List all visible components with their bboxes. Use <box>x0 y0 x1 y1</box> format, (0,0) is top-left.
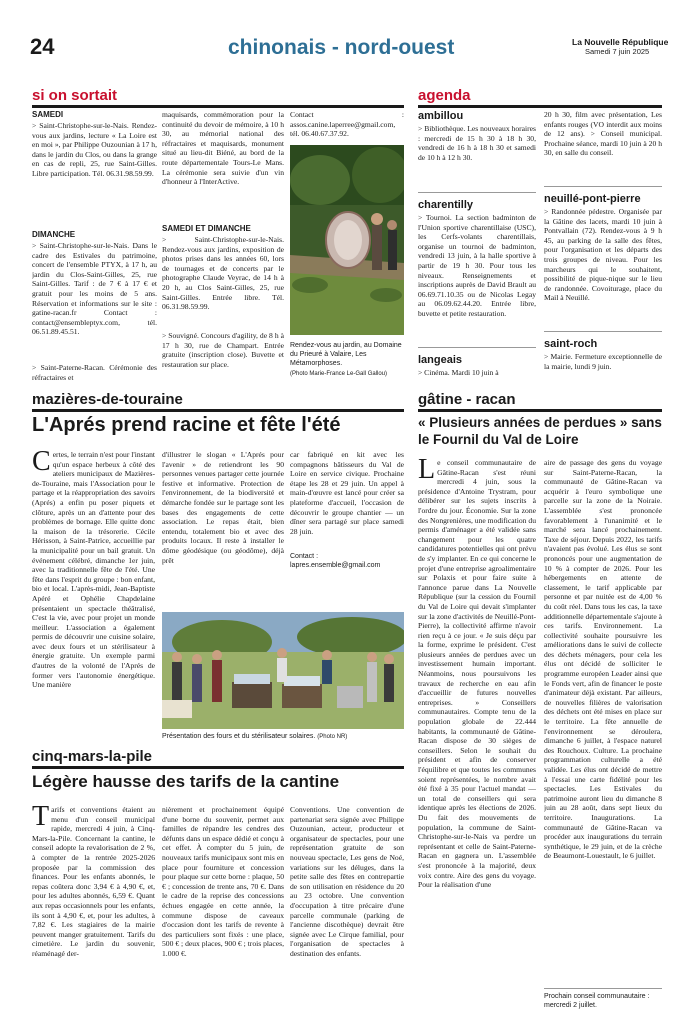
day-samedi-dimanche: SAMEDI ET DIMANCHE <box>162 224 251 233</box>
apres-col1: Certes, le terrain n'est pour l'instant qu'un espace herbeux à côté des ateliers municipaux de Mazières-de-Touraine, mais l'Association pour le partage et la réappropriation des savoirs (Aprés) a enfin pu poser piquets et clôture, après un an d'attente pour des problèmes de bornage. Elle quitte donc la maison de la trésorerie. Cécile Hérisson, à Saint-Patrice, accueillie par la municipalité pour un bail gratuit. Un événement célébré, dimanche 1er juin, avec la traditionnelle fête de l'été. Une fête dans l'esprit du groupe : bon enfant, bio et local. L'après-midi, Jean-Baptiste Apéré et Ophélie Chapdelaine présentaient un spectacle théâtralisé, C'est la vie, avec pour projet un monde meilleur. L'association a également permis de découvrir une cuisine solaire, avec deux fours et un stérilisateur à énergie gratuite. Un exemple parmi d'autres de la volonté de l'Aprés de former vers l'autonomie énergétique. Une manière <box>32 450 155 690</box>
agenda-rule <box>418 105 662 108</box>
day-dimanche: DIMANCHE <box>32 230 76 239</box>
sortir-rule <box>32 105 404 108</box>
garden-caption: Rendez-vous au jardin, au Domaine du Prieuré à Valaire, Les Métamorphoses. <box>290 342 402 367</box>
city-neuille: neuillé-pont-pierre <box>544 193 641 205</box>
gatine-footer: Prochain conseil communautaire : mercredi 2 juillet. <box>544 993 650 1009</box>
cantine-section: cinq-mars-la-pile <box>32 748 153 765</box>
sortir-item: > Saint-Paterne-Racan. Cérémonie des réfractaires et <box>32 363 157 382</box>
sortir-contact: Contact : assos.canine.laperree@gmail.com, tél. 06.40.67.37.92. <box>290 110 404 139</box>
issue-date: Samedi 7 juin 2025 <box>585 47 650 56</box>
sortir-item: > Saint-Christophe-sur-le-Nais. Rendez-vous aux jardins, lecture « La Loire est en moi », par Philippe Ouzounian à 17 h, dans le jardin du Clos, ou dans la grange en cas de repli, 25, rue Saint-Gilles. Libre participation. Tél. 06.31.98.59.99. <box>32 121 157 178</box>
sortir-title: si on sortait <box>32 87 118 104</box>
cantine-col3: Conventions. Une convention de partenariat sera signée avec Philippe Ouzounian, acteur, producteur et organisateur de spectacles, pour une représentation gratuite de son nouveau spectacle, Les gens de Noé, variations sur les déluges, dans la petite salle des fêtes en contrepartie de son utilisation en résidence du 20 au 23 octobre. Une convention d'occupation à titre précaire d'une parcelle communale (parking de l'ancienne discothèque) devrait être signée avec Le Cirque familial, pour l'organisation de spectacles à destination des enfants. <box>290 805 404 958</box>
cantine-col2: nièrement et prochainement équipé d'une borne du souvenir, permet aux familles de répandre les cendres des défunts dans un espace dédié et conçu à cet effet. À compter du 5 juin, de nouveaux tarifs municipaux sont mis en place pour fourniture et concession pour plaque sur cette borne : plaque, 50 € ; concession de trente ans, 70 €. Dans le cadre de la reprise des concessions échues engagée en cette année, la commune dispose de caveaux d'occasion dont les tarifs de revente à des particuliers sont fixés : une place, 500 € ; deux places, 900 € ; trois places, 1.000 €. <box>162 805 284 958</box>
solar-ovens-photo <box>162 612 404 729</box>
city-langeais: langeais <box>418 354 463 366</box>
sortir-item: > Souvigné. Concours d'agility, de 8 h à 17 h 30, rue de Champart. Entrée gratuite (inscription close). Buvette et restauration sur place. <box>162 331 284 369</box>
city-charentilly: charentilly <box>418 199 474 211</box>
apres-headline: L'Aprés prend racine et fête l'été <box>32 414 341 436</box>
page-number: 24 <box>30 34 55 59</box>
agenda-item: 20 h 30, film avec présentation, Les enfants rouges (VO interdit aux moins de 12 ans). > Conseil municipal. Prochaine séance, mardi 10 juin à 20 h 30, en salle du conseil. <box>544 110 662 158</box>
agenda-item: > Cinéma. Mardi 10 juin à <box>418 368 499 377</box>
newspaper-name: La Nouvelle République <box>572 37 669 47</box>
day-samedi: SAMEDI <box>32 110 64 119</box>
garden-credit: (Photo Marie-France Le-Gall Gallou) <box>290 371 388 377</box>
gatine-section: gâtine - racan <box>418 391 516 408</box>
cantine-col1: Tarifs et conventions étaient au menu d'un conseil municipal rapide, mercredi 4 juin, à Cinq-Mars-la-Pile. Concernant la cantine, le conseil adopte la revalorisation de 2 %, à compter de la rentrée 2025-2026 proposée par la commission des finances. Pour les enfants abonnés, le repas coûtera donc 3,94 € à 4,90 €, et, pour les adultes abonnés, 6,59 €. Quant aux repas occasionnels pour les enfants, ils sont à 4,90 €, et, pour les adultes, à 7,82 €. Les stagiaires de la mairie peuvent manger gratuitement. Tarifs du cimetière. Le jardin du souvenir, réaménagé der- <box>32 805 155 958</box>
section-title: chinonais - nord-ouest <box>228 36 455 59</box>
sortir-item: > Saint-Christophe-sur-le-Nais. Rendez-vous aux jardins, exposition de photos prises dans les années 60, lors de tournages et de concerts par le photographe Claude Veyrac, de 14 h à 20 h, au Clos Saint-Gilles, 25, rue Saint-Gilles. Entrée libre. Tél. 06.31.98.59.99. <box>162 235 284 312</box>
agenda-item: > Mairie. Fermeture exceptionnelle de la mairie, lundi 9 juin. <box>544 352 662 371</box>
agenda-item: > Tournoi. La section badminton de l'Union sportive charentillaise (USC), les Cerfs-volants charentillais, organise un tournoi de badminton, vendredi 13 juin, à la halle sportive à partir de 19 h 30. Pour tous les niveaux. Renseignements et inscriptions auprès de David Brault au 06.69.71.10.35 ou de Nicolas Legay au 06.09.62.44.20. Entrée libre, buvette et petite restauration. <box>418 213 536 318</box>
apres-col2: d'illustrer le slogan « L'Aprés pour l'avenir » de retiendront les 90 personnes venues partager cette journée festive et informative. Protection de l'environnement, de la biodiversité et démarche fondée sur le partage sont les bases des engagements de cette association. Le repas était, bien entendu, totalement bio et avec des produits locaux. Il reste à installer le dôme géodésique (ou géodôme), déjà prêt <box>162 450 284 565</box>
cantine-headline: Légère hausse des tarifs de la cantine <box>32 772 340 791</box>
agenda-col1 <box>418 110 536 380</box>
gatine-col2: aire de passage des gens du voyage sur Saint-Paterne-Racan, la communauté de Gâtine-Racan va acquérir à l'euro symbolique une parcelle sur la zone de la Noiraie. L'assemblée s'est prononcée favorablement à l'unanimité et le marché sera lancé prochainement. Taxe de séjour. Depuis 2022, les tarifs n'avaient pas évolué. Les élus se sont prononcés pour une augmentation de 10 % à compter de 2026. Pour les hébergements en attente de classement, le tarif applicable par personne et par nuitée est de 4,00 % du coût réel. Dans tous les cas, la taxe additionnelle départementale s'ajoute à ces tarifs. Environnement. La collectivité souhaite poursuivre les améliorations dans le suivi de collecte des déchets ménagers, pour cela les élus ont décidé de solliciter le programme européen Leader ainsi que le Fonds vert, afin de financer le poste d'animateur déjà existant. Par ailleurs, de nouvelles filières de valorisation des déchets ont été mises en place sur le territoire. La fête annuelle de l'environnement se déroulera, dimanche 6 juillet, à l'espace naturel des Rouchoux. Culture. La prochaine programmation culturelle a été validée. Les élus ont décidé de mettre à l'essai une carte fidélité pour les spectacles. Les Estivales du patrimoine auront lieu du dimanche 8 juin au 28 août, dans sept lieux du territoire. Inaugurations. La communauté de Gâtine-Racan va procéder aux inaugurations du terrain synthétique, le 29 juin, et de la crèche de Beaumont-Louestault, le 6 juillet. <box>544 458 662 861</box>
agenda-title: agenda <box>418 87 471 104</box>
apres-col3: car fabriqué en kit avec les compagnons bâtisseurs du Val de Loire en service civique. Prochaine étape les 28 et 29 juin. Un appel à main-d'œuvre est lancé pour créer sa plateforme d'accueil, l'occasion de découvrir le groupe chantier — un dîner sera partagé sur place samedi 28 juin. <box>290 450 404 536</box>
city-saint-roch: saint-roch <box>544 338 598 350</box>
gatine-col1: Le conseil communautaire de Gâtine-Racan s'est réuni mercredi 4 juin, sous la présidence d'Antoine Trystram, pour délibérer sur les sujets inscrits à l'ordre du jour. Économie. Sur la zone des Nongrenières, une modification du permis d'aménager a été validée sans changement pour les quatre candidatures potentielles qui ont prévu de s'y implanter. En ce qui concerne le projet d'une entreprise agroalimentaire sur Polaxis et pour faire suite à l'annonce parue dans La Nouvelle République (sur la cession du Fournil du Val de Loire qui devait s'implanter sur la zone d'activités de Neuillé-Pont-Pierre), la collectivité affirme n'avoir rien reçu à ce jour. « Je suis déçu par la forme, exprime le président. C'est plusieurs années de perdues avec un investissement humain important. Néanmoins, nous poursuivons les travaux de recherche en eau afin d'accueillir de futures nouvelles entreprises. » Conseillers communautaires. Compte tenu de la population globale de 22.444 habitants, la communauté de Gâtine-Racan dispose de 30 sièges de conseillers. Selon le souhait du président et afin de conserver l'équilibre et que toutes les communes soient représentées, le nombre avait été fixé à 35 pour l'actuel mandat — un total de conseillers qui sera identique après les élections de 2026. Du fait des mouvements de population, la commune de Saint-Christophe-sur-le-Nais va perdre un représentant et celle de Saint-Paterne-Racan en gagnera un. L'assemblée s'est prononcée à la majorité, deux voix contre. Aire des gens du voyage. Pour la réalisation d'une <box>418 458 536 890</box>
sortir-item: > Saint-Christophe-sur-le-Nais. Dans le cadre des Estivales du patrimoine, concert de l'ensemble PTYX, à 17 h, au jardin du Clos-Saint-Gilles, 25, rue Saint-Gilles. Tarif : de 7 € à 17 € et gratuit pour les moins de 5 ans. Réservation et informations sur le site : gatine-racan.fr Contact : contact@ensembleptyx.com, tél. 06.51.89.45.51. <box>32 241 157 337</box>
sortir-col2 <box>162 110 284 379</box>
sortir-col1 <box>32 110 157 383</box>
apres-section: mazières-de-touraine <box>32 391 183 408</box>
city-ambillou: ambillou <box>418 110 464 122</box>
sortir-item: maquisards, commémoration pour la continuité du devoir de mémoire, à 10 h 30, au mémorial national des réfractaires et maquisards, monument situé au lieu-dit Biéné, au bord de la route départementale Tours-Le Mans. La cérémonie sera suivie d'un vin d'honneur à l'InterActive. <box>162 110 284 187</box>
solar-caption: Présentation des fours et du stérilisateur solaires. (Photo NR) <box>162 733 348 740</box>
agenda-col2 <box>544 110 662 372</box>
gatine-headline: « Plusieurs années de perdues » sans le Fournil du Val de Loire <box>418 415 662 447</box>
garden-photo <box>290 145 404 335</box>
agenda-item: > Randonnée pédestre. Organisée par la Gâtine des lacets, mardi 10 juin à Pontvallain (72). Rendez-vous à 9 h 45, au parking de la salle des fêtes, pour l'organisation et les départs des trois groupes de niveau. Pour les marcheurs qui le souhaitent, possibilité de pique-nique sur le lieu de randonnée. Covoiturage, place du Mail à Neuillé. <box>544 207 662 303</box>
agenda-item: > Bibliothèque. Les nouveaux horaires : mercredi de 15 h 30 à 18 h 30, vendredi de 16 h à 18 h 30 et samedi de 10 h à 12 h 30. <box>418 124 536 162</box>
apres-contact: Contact : lapres.ensemble@gmail.com <box>290 553 381 569</box>
